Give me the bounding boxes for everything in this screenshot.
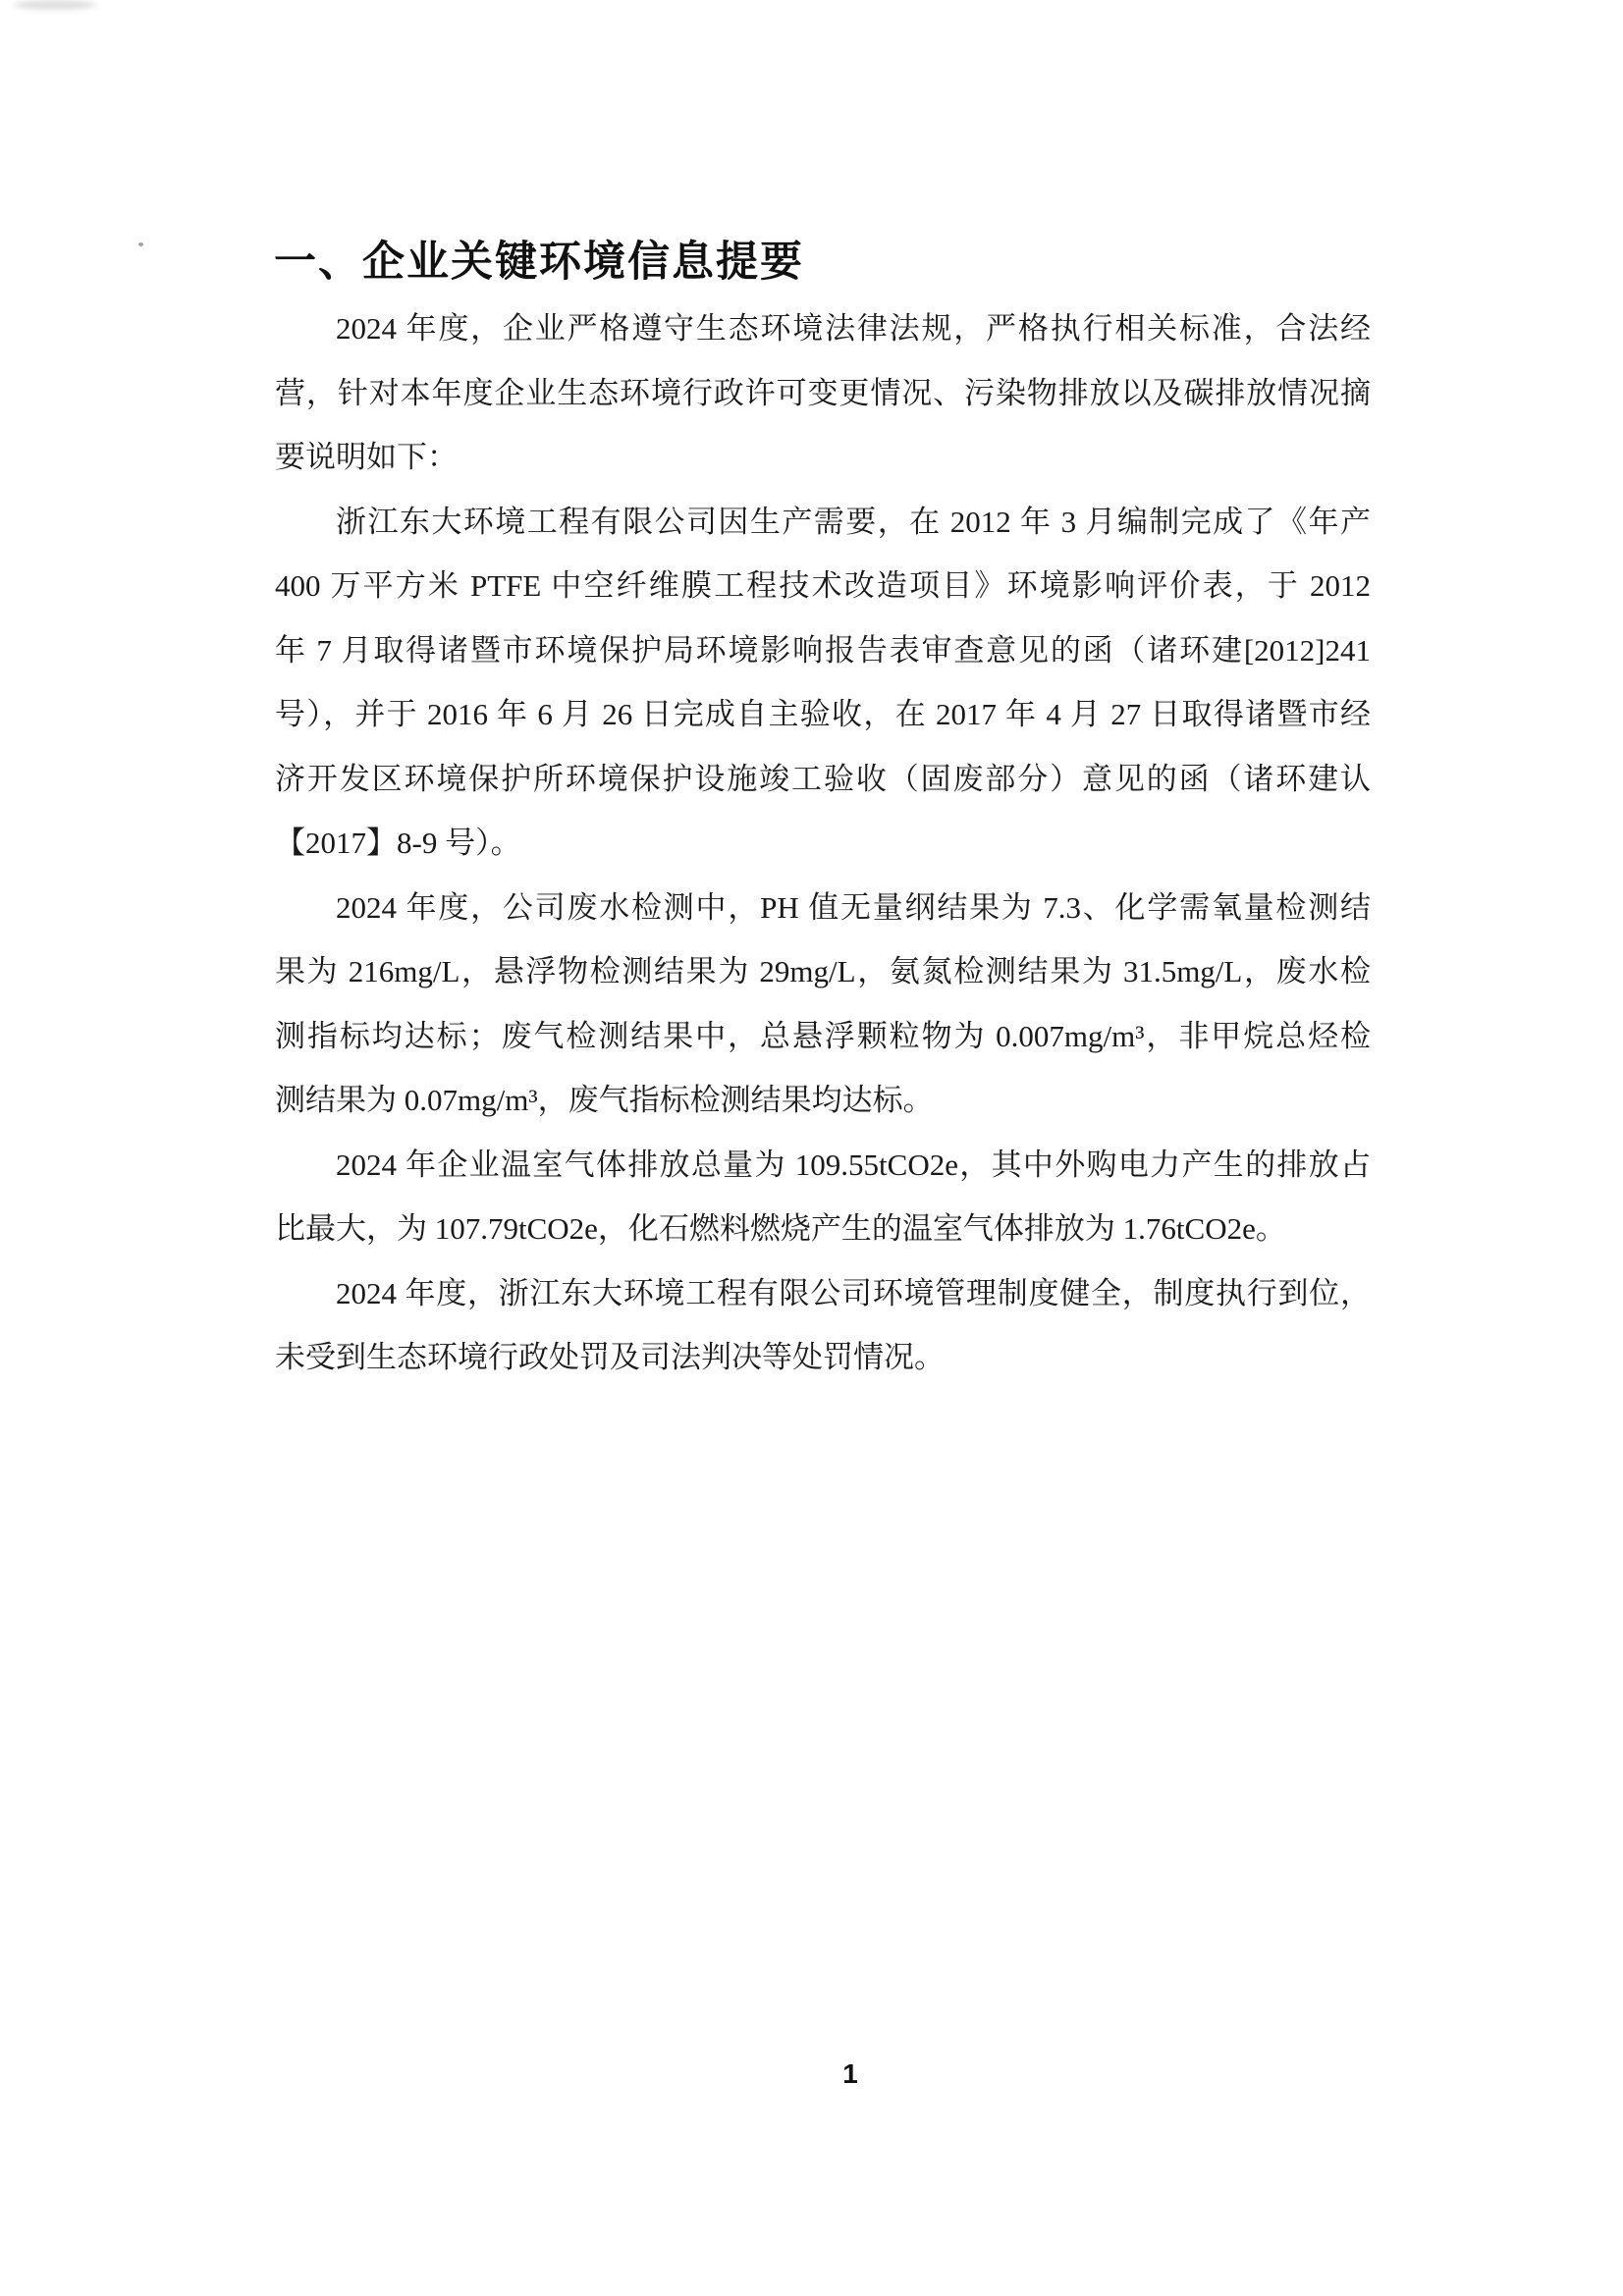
text-line: 400 万平方米 PTFE 中空纤维膜工程技术改造项目》环境影响评价表，于 2012 — [275, 568, 1371, 603]
text-line: 济开发区环境保护所环境保护设施竣工验收（固废部分）意见的函（诸环建认 — [275, 761, 1371, 796]
text-line: 营，针对本年度企业生态环境行政许可变更情况、污染物排放以及碳排放情况摘 — [275, 375, 1371, 410]
text-line: 果为 216mg/L，悬浮物检测结果为 29mg/L，氨氮检测结果为 31.5mg/L，废水检 — [275, 954, 1371, 988]
text-line: 要说明如下： — [275, 440, 458, 474]
text-line: 浙江东大环境工程有限公司因生产需要，在 2012 年 3 月编制完成了《年产 — [336, 504, 1371, 539]
text-line: 号），并于 2016 年 6 月 26 日完成自主验收，在 2017 年 4 月 27 日取得诸暨市经 — [275, 697, 1371, 731]
body-text — [275, 296, 1371, 1390]
text-line: 未受到生态环境行政处罚及司法判决等处罚情况。 — [275, 1340, 945, 1374]
text-line: 测指标均达标；废气检测结果中，总悬浮颗粒物为 0.007mg/m³，非甲烷总烃检 — [275, 1018, 1371, 1053]
scan-smudge-artifact — [14, 0, 96, 10]
page-number: 1 — [842, 2058, 858, 2089]
text-line: 年 7 月取得诸暨市环境保护局环境影响报告表审查意见的函（诸环建[2012]241 — [275, 632, 1371, 667]
scan-dot-artifact — [138, 242, 143, 246]
text-line: 2024 年度，浙江东大环境工程有限公司环境管理制度健全，制度执行到位， — [336, 1275, 1371, 1310]
text-line: 【2017】8-9 号）。 — [275, 826, 521, 860]
text-line: 测结果为 0.07mg/m³，废气指标检测结果均达标。 — [275, 1083, 934, 1117]
text-line: 比最大，为 107.79tCO2e，化石燃料燃烧产生的温室气体排放为 1.76tCO2e。 — [275, 1211, 1286, 1246]
text-line: 2024 年度，公司废水检测中，PH 值无量纲结果为 7.3、化学需氧量检测结 — [336, 889, 1371, 925]
section-heading: 一、企业关键环境信息提要 — [274, 239, 804, 286]
text-line: 2024 年度，企业严格遵守生态环境法律法规，严格执行相关标准，合法经 — [336, 311, 1371, 346]
text-line: 2024 年企业温室气体排放总量为 109.55tCO2e，其中外购电力产生的排放占 — [336, 1147, 1371, 1182]
